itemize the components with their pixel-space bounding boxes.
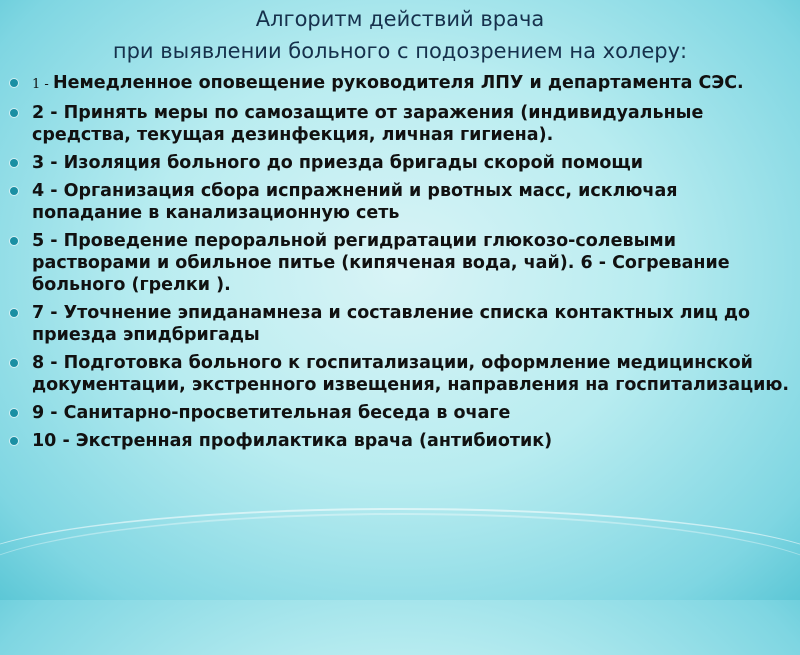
item-text: 8 - Подготовка больного к госпитализации, оформление медицинской документации, экстренного извещения, направления на госпитализацию. — [32, 353, 789, 395]
algorithm-list — [6, 72, 792, 458]
list-item — [6, 152, 792, 174]
item-text: 5 - Проведение пероральной регидратации глюкозо-солевыми растворами и обильное питье (кипяченая вода, чай). 6 - Согревание больного (грелки ). — [32, 231, 730, 295]
list-item — [6, 102, 792, 146]
list-item — [6, 302, 792, 346]
item-text: 2 - Принять меры по самозащите от заражения (индивидуальные средства, текущая дезинфекция, личная гигиена). — [32, 103, 704, 145]
bullet-icon — [10, 159, 18, 167]
background-wave-lower — [0, 513, 800, 655]
bullet-icon — [10, 359, 18, 367]
item-text: Немедленное оповещение руководителя ЛПУ и департамента СЭС. — [52, 73, 744, 93]
list-item — [6, 230, 792, 296]
slide-title — [0, 3, 800, 67]
list-item — [6, 352, 792, 396]
title-line-2: при выявлении больного с подозрением на холеру: — [112, 39, 688, 63]
bullet-icon — [10, 409, 18, 417]
item-text: 3 - Изоляция больного до приезда бригады скорой помощи — [32, 153, 644, 173]
list-item — [6, 72, 792, 96]
item-text: 4 - Организация сбора испражнений и рвотных масс, исключая попадание в канализационную сеть — [32, 181, 678, 223]
bullet-icon — [10, 109, 18, 117]
list-item — [6, 430, 792, 452]
item-number: 1 - — [32, 77, 53, 92]
bullet-icon — [10, 187, 18, 195]
bullet-icon — [10, 79, 18, 87]
bullet-icon — [10, 309, 18, 317]
list-item — [6, 402, 792, 424]
list-item — [6, 180, 792, 224]
bullet-icon — [10, 237, 18, 245]
item-text: 10 - Экстренная профилактика врача (антибиотик) — [32, 431, 553, 451]
item-text: 9 - Санитарно-просветительная беседа в очаге — [32, 403, 511, 423]
title-line-1: Алгоритм действий врача — [255, 7, 545, 31]
bullet-icon — [10, 437, 18, 445]
item-text: 7 - Уточнение эпиданамнеза и составление списка контактных лиц до приезда эпидбригады — [32, 303, 751, 345]
